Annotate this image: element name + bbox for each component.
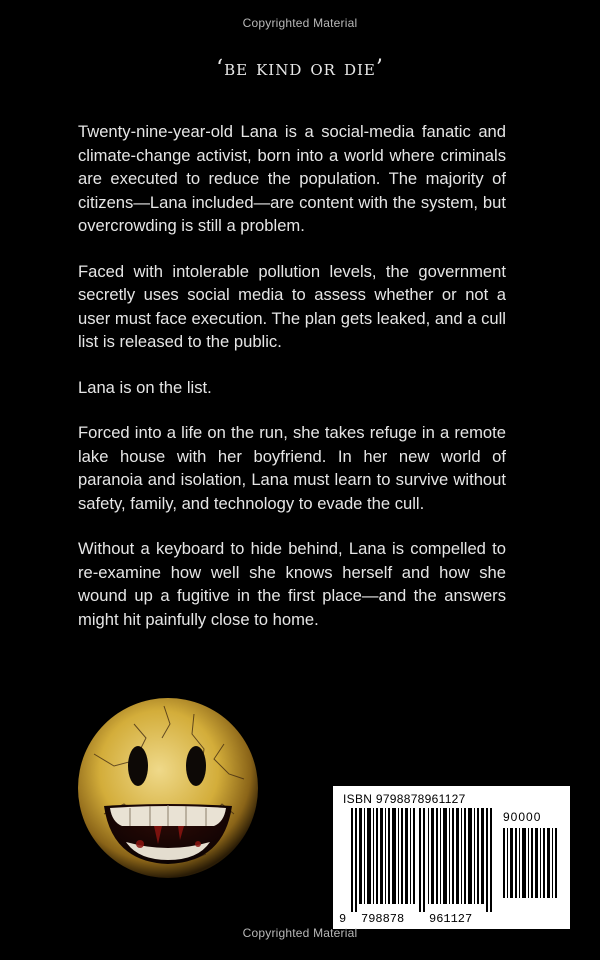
blurb-paragraph: Without a keyboard to hide behind, Lana is compelled to re-examine how well she knows herself and how she wound up a fugitive in the first place—and the answers might hit painfully close to home. — [78, 539, 506, 629]
isbn-label: ISBN 9798878961127 — [343, 792, 466, 806]
blurb-paragraph: Twenty-nine-year-old Lana is a social-media fanatic and climate-change activist, born into a world where criminals are executed to reduce the population. The majority of citizens—Lana included—are content with the system, but overcrowding is still a problem. — [78, 122, 506, 235]
blurb-paragraph: Lana is on the list. — [78, 377, 212, 397]
tagline: ‘be kind or die’ — [216, 56, 384, 81]
isbn-digit-lead: 9 — [339, 912, 347, 926]
book-blurb — [78, 120, 506, 653]
price-barcode-bars — [503, 828, 563, 898]
barcode-bars — [343, 808, 503, 912]
blurb-paragraph: Faced with intolerable pollution levels, the government secretly uses social media to assess whether or not a user must face execution. The plan gets leaked, and a cull list is released to the public. — [78, 261, 506, 351]
price-code: 90000 — [503, 810, 542, 824]
cracked-smiley-face-icon — [74, 694, 262, 882]
blurb-paragraph: Forced into a life on the run, she takes refuge in a remote lake house with her boyfriend. In her new world of paranoia and isolation, Lana must learn to survive without safety, family, and technology to evade the cull. — [78, 423, 506, 513]
isbn-digit-group: 798878 — [361, 912, 405, 926]
isbn-digit-group: 961127 — [429, 912, 473, 926]
isbn-barcode — [333, 786, 570, 929]
copyright-watermark-top: Copyrighted Material — [242, 16, 358, 30]
copyright-watermark-bottom: Copyrighted Material — [242, 926, 358, 940]
